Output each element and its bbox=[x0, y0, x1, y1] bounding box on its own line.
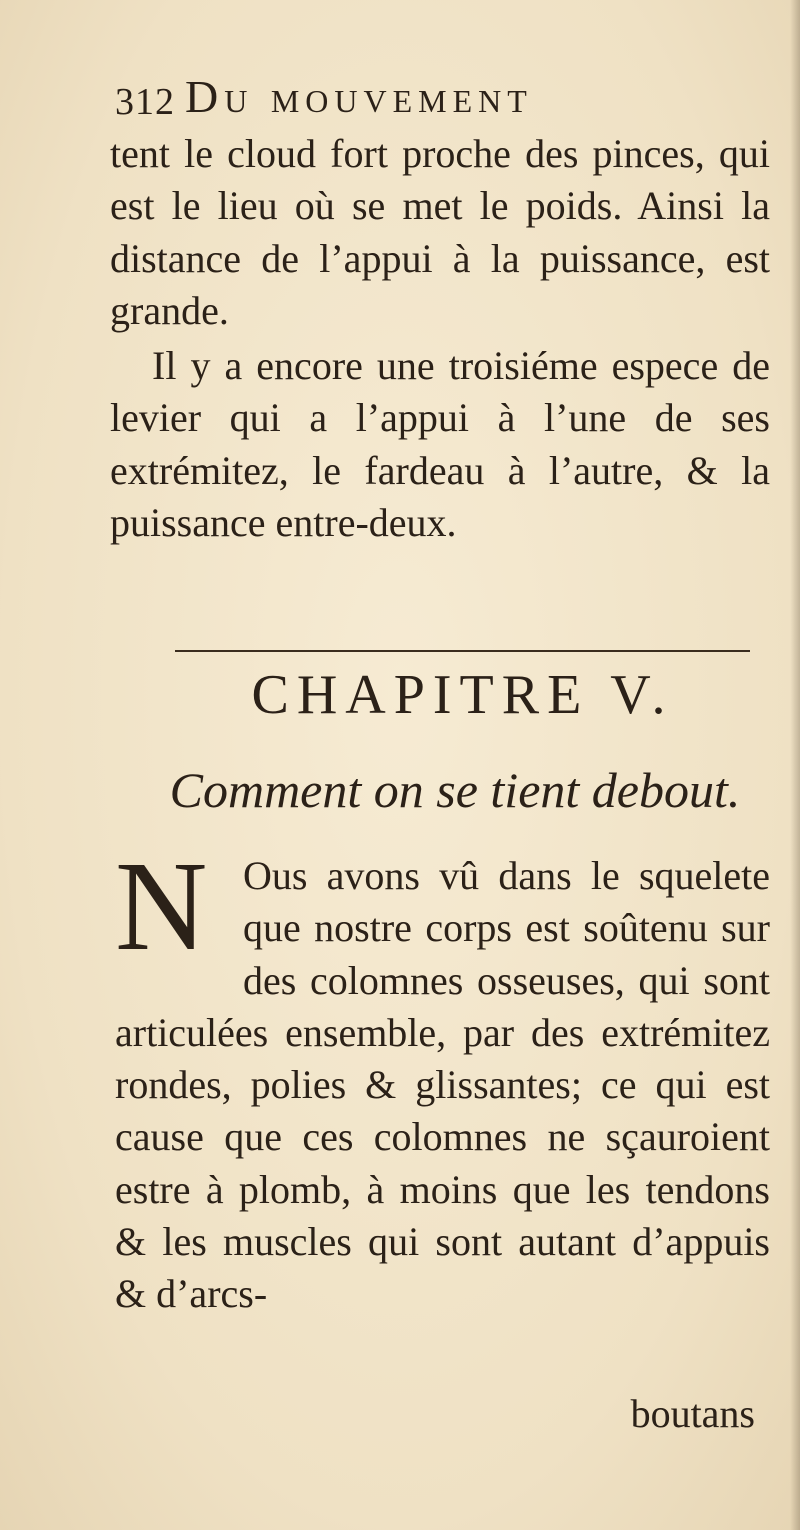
chapter-heading: CHAPITRE V. bbox=[251, 664, 674, 726]
chapter-divider-rule bbox=[175, 650, 750, 652]
chapter-paragraph: Ous avons vû dans le squelete que nostre corps est soûtenu sur des colomnes osseuses, qui sont articulées ensemble, par des extrémitez rondes, polies & glissantes; ce qui est cause que ces colomnes ne sçauroient estre à plomb, à moins que les tendons & les muscles qui sont autant d’appuis & d’arcs- bbox=[115, 853, 770, 1317]
paragraph-continuation: tent le cloud fort proche des pinces, qui est le lieu où se met le poids. Ainsi la distance de l’appui à la puissance, est grande. bbox=[110, 131, 770, 333]
drop-cap: N bbox=[115, 835, 208, 977]
catchword: boutans bbox=[630, 1391, 755, 1436]
chapter-body bbox=[115, 835, 770, 1321]
paragraph-levier: Il y a encore une troisiéme espece de levier qui a l’appui à l’une de ses extrémitez, le fardeau à l’autre, & la puissance entre-deux. bbox=[110, 343, 770, 545]
running-title: Du mouvement bbox=[185, 71, 533, 122]
page-header bbox=[115, 70, 715, 130]
page-number: 312 bbox=[115, 81, 175, 123]
chapter-subtitle: Comment on se tient debout. bbox=[169, 762, 741, 818]
